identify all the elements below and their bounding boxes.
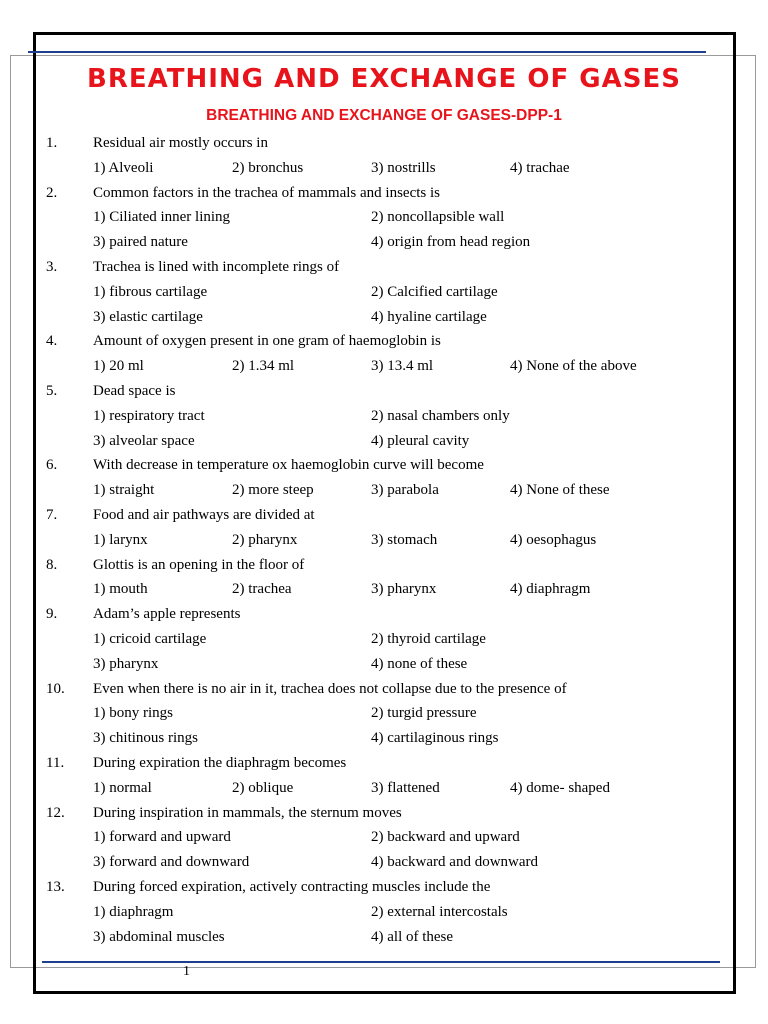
option: 4) dome- shaped xyxy=(510,779,610,796)
question-row xyxy=(0,602,768,627)
option-row xyxy=(0,429,768,454)
option: 2) Calcified cartilage xyxy=(371,283,498,300)
option: 4) backward and downward xyxy=(371,854,539,871)
option-row xyxy=(0,280,768,305)
question-list xyxy=(0,131,768,949)
option: 1) mouth xyxy=(93,581,148,598)
option: 2) pharynx xyxy=(232,531,298,548)
question-text: During expiration the diaphragm becomes xyxy=(93,754,347,771)
question-row xyxy=(0,181,768,206)
option-row xyxy=(0,900,768,925)
option: 1) 20 ml xyxy=(93,358,144,375)
question-number: 12. xyxy=(46,804,65,821)
question-text: Residual air mostly occurs in xyxy=(93,135,268,151)
option: 4) oesophagus xyxy=(510,531,597,548)
page-title: BREATHING AND EXCHANGE OF GASES xyxy=(87,64,681,94)
option-row xyxy=(0,627,768,652)
header-rule xyxy=(28,51,706,53)
question-text: Amount of oxygen present in one gram of haemoglobin is xyxy=(93,333,441,350)
question-row xyxy=(0,875,768,900)
question-text: Even when there is no air in it, trachea does not collapse due to the presence of xyxy=(93,680,567,697)
option-row xyxy=(0,825,768,850)
option: 2) backward and upward xyxy=(371,829,520,846)
question-row xyxy=(0,553,768,578)
option: 4) origin from head region xyxy=(371,234,531,251)
question-text: Adam’s apple represents xyxy=(93,606,241,623)
question-number: 8. xyxy=(46,556,58,573)
question-row xyxy=(0,503,768,528)
option-row xyxy=(0,850,768,875)
option: 4) cartilaginous rings xyxy=(371,730,499,747)
question-text: Trachea is lined with incomplete rings of xyxy=(93,258,340,275)
option: 2) nasal chambers only xyxy=(371,407,510,424)
question-row xyxy=(0,801,768,826)
option: 3) nostrills xyxy=(371,159,436,176)
option: 2) trachea xyxy=(232,581,292,598)
question-text: With decrease in temperature ox haemoglobin curve will become xyxy=(93,457,484,474)
question-number: 9. xyxy=(46,606,58,623)
question-text: Common factors in the trachea of mammals and insects is xyxy=(93,184,440,201)
question-text: Glottis is an opening in the floor of xyxy=(93,556,305,573)
option: 1) Ciliated inner lining xyxy=(93,209,231,226)
option: 3) stomach xyxy=(371,531,438,548)
option: 3) alveolar space xyxy=(93,432,195,449)
option: 4) none of these xyxy=(371,655,468,672)
option: 3) pharynx xyxy=(371,581,437,598)
option-row xyxy=(0,305,768,330)
option-row xyxy=(0,404,768,429)
question-row xyxy=(0,379,768,404)
question-number: 11. xyxy=(46,754,65,771)
page-number: 1 xyxy=(183,964,190,979)
question-number: 3. xyxy=(46,258,58,275)
option-row xyxy=(0,701,768,726)
option-row xyxy=(0,156,768,181)
option: 1) cricoid cartilage xyxy=(93,630,207,647)
option: 4) trachae xyxy=(510,159,570,176)
question-row xyxy=(0,751,768,776)
option: 4) pleural cavity xyxy=(371,432,470,449)
option: 3) forward and downward xyxy=(93,854,250,871)
option: 4) None of these xyxy=(510,482,610,499)
question-row xyxy=(0,255,768,280)
page-subtitle: BREATHING AND EXCHANGE OF GASES-DPP-1 xyxy=(206,107,562,124)
question-row xyxy=(0,131,768,156)
option-row xyxy=(0,354,768,379)
question-text: Dead space is xyxy=(93,382,176,399)
option-row xyxy=(0,577,768,602)
option: 2) turgid pressure xyxy=(371,705,477,722)
option: 3) parabola xyxy=(371,482,439,499)
option-row xyxy=(0,205,768,230)
option: 2) oblique xyxy=(232,779,294,796)
question-number: 1. xyxy=(46,135,58,151)
footer-rule xyxy=(42,961,720,963)
option: 3) chitinous rings xyxy=(93,730,198,747)
option: 2) more steep xyxy=(232,482,314,499)
question-number: 4. xyxy=(46,333,58,350)
question-text: During inspiration in mammals, the sternum moves xyxy=(93,804,402,821)
option: 1) bony rings xyxy=(93,705,173,722)
question-row xyxy=(0,329,768,354)
question-text: Food and air pathways are divided at xyxy=(93,506,315,523)
question-number: 10. xyxy=(46,680,65,697)
question-row xyxy=(0,453,768,478)
option: 4) all of these xyxy=(371,928,454,945)
option: 4) None of the above xyxy=(510,358,637,375)
question-number: 6. xyxy=(46,457,58,474)
option: 3) elastic cartilage xyxy=(93,308,203,325)
option-row xyxy=(0,925,768,950)
option: 1) fibrous cartilage xyxy=(93,283,208,300)
option: 2) 1.34 ml xyxy=(232,358,295,375)
option: 1) larynx xyxy=(93,531,148,548)
option: 3) abdominal muscles xyxy=(93,928,225,945)
option-row xyxy=(0,478,768,503)
question-number: 13. xyxy=(46,878,65,895)
option: 2) noncollapsible wall xyxy=(371,209,505,226)
option-row xyxy=(0,776,768,801)
option: 3) flattened xyxy=(371,779,440,796)
option: 1) Alveoli xyxy=(93,159,154,176)
option: 3) pharynx xyxy=(93,655,159,672)
option: 2) thyroid cartilage xyxy=(371,630,486,647)
option: 2) external intercostals xyxy=(371,903,508,920)
option-row xyxy=(0,230,768,255)
option: 1) diaphragm xyxy=(93,903,174,920)
question-text: During forced expiration, actively contracting muscles include the xyxy=(93,878,491,895)
option-row xyxy=(0,652,768,677)
option: 1) normal xyxy=(93,779,152,796)
question-number: 2. xyxy=(46,184,58,201)
option: 2) bronchus xyxy=(232,159,304,176)
option: 1) forward and upward xyxy=(93,829,231,846)
option: 3) 13.4 ml xyxy=(371,358,434,375)
option: 1) respiratory tract xyxy=(93,407,205,424)
question-number: 7. xyxy=(46,506,58,523)
option-row xyxy=(0,726,768,751)
option: 4) diaphragm xyxy=(510,581,591,598)
option: 3) paired nature xyxy=(93,234,188,251)
question-number: 5. xyxy=(46,382,58,399)
question-row xyxy=(0,677,768,702)
option: 1) straight xyxy=(93,482,155,499)
option-row xyxy=(0,528,768,553)
option: 4) hyaline cartilage xyxy=(371,308,487,325)
